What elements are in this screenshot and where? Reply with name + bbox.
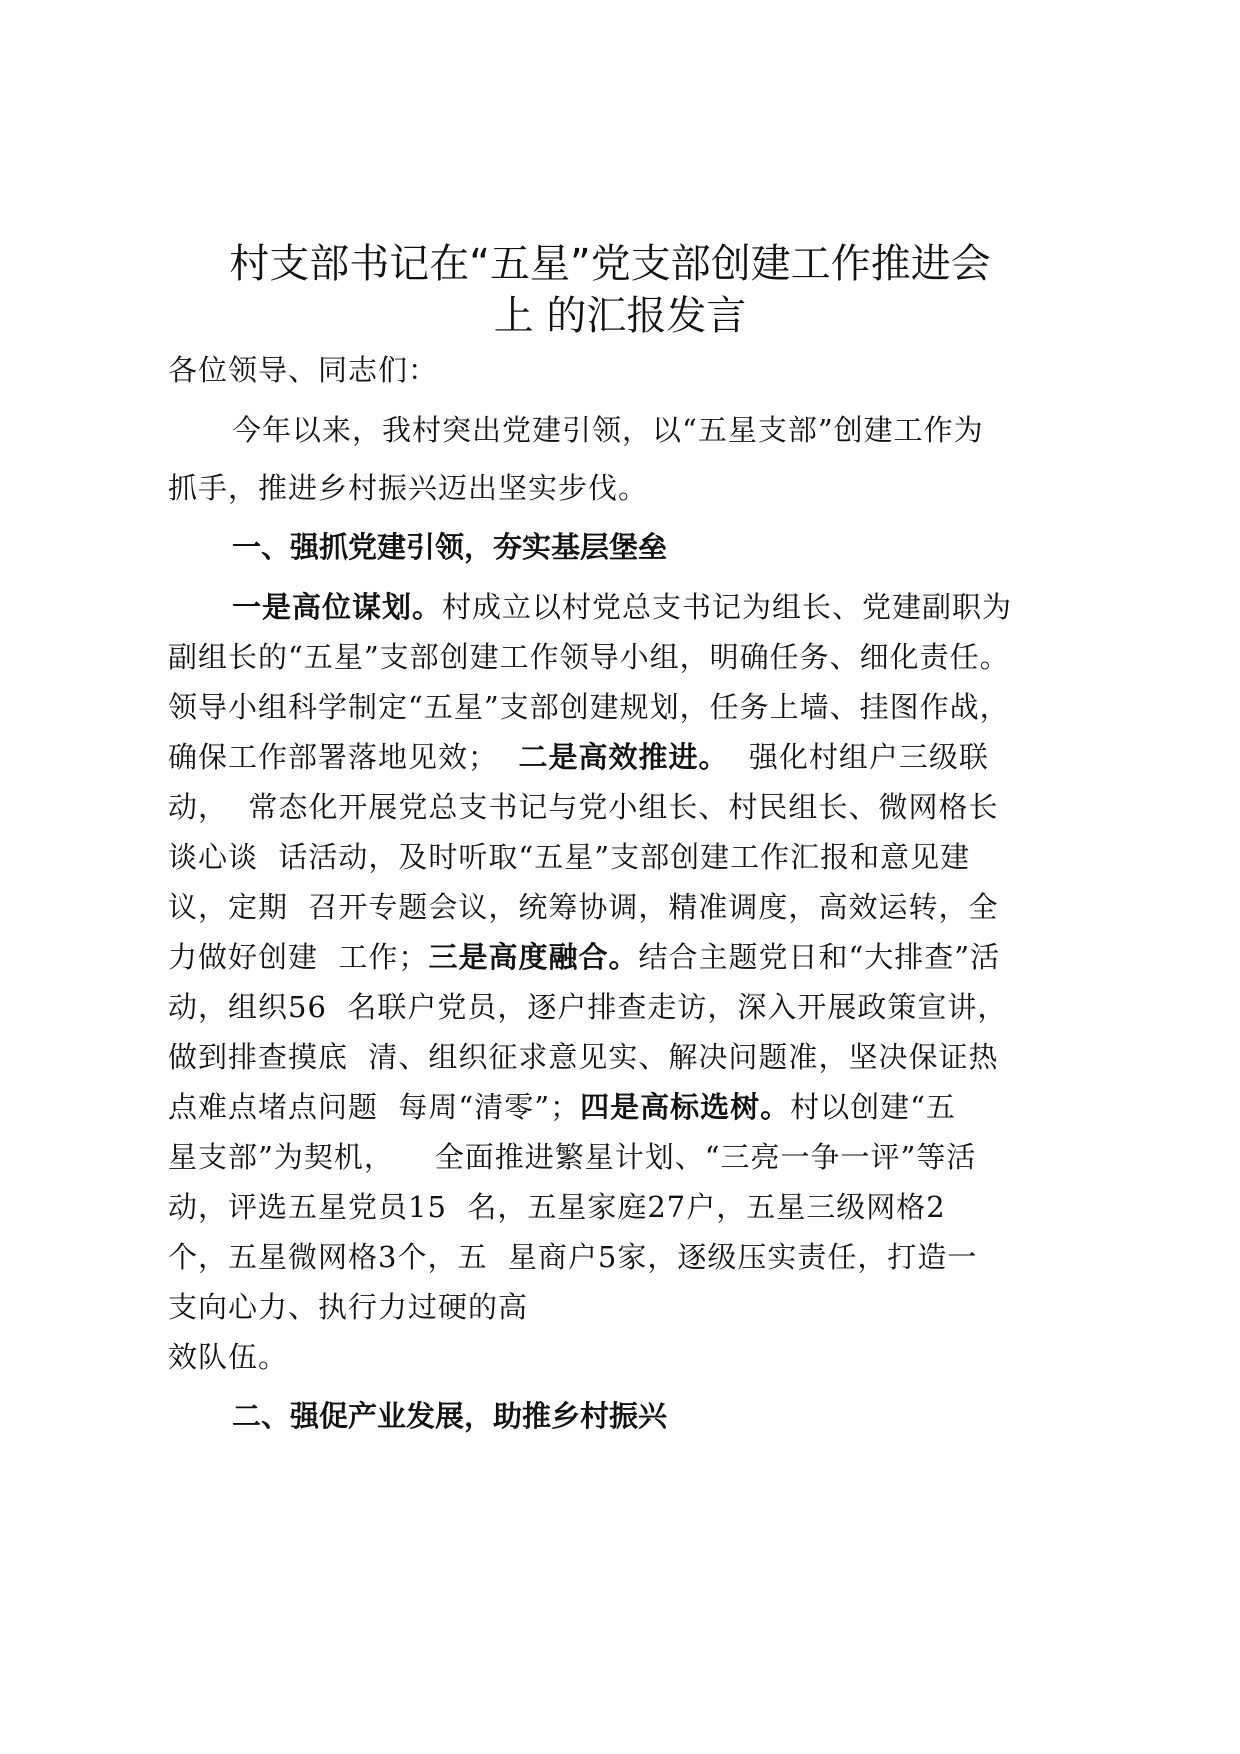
title-line-2: 上 的汇报发言 bbox=[493, 293, 747, 339]
paragraph-line: 动，评选五星党员15 名，五星家庭27户，五星三级网格2 bbox=[168, 1190, 946, 1224]
text-run: 点难点堵点问题 每周“清零”； bbox=[168, 1090, 581, 1124]
text-run: 力做好创建 工作； bbox=[168, 940, 429, 974]
intro-line-2: 抓手，推进乡村振兴迈出坚实步伐。 bbox=[168, 471, 649, 505]
text-run: 强化村组户三级联 bbox=[728, 740, 989, 774]
salutation: 各位领导、同志们： bbox=[168, 353, 439, 387]
lead-phrase: 三是高度融合。 bbox=[428, 940, 639, 974]
paragraph-line: 谈心谈 话活动，及时听取“五星”支部创建工作汇报和意见建 bbox=[168, 840, 971, 874]
paragraph-line bbox=[232, 587, 1012, 627]
text-run: 确保工作部署落地见效； bbox=[168, 740, 519, 774]
text-run: 村成立以村党总支书记为组长、党建副职为 bbox=[442, 590, 1013, 624]
lead-phrase: 四是高标选树。 bbox=[580, 1090, 791, 1124]
paragraph-line: 个，五星微网格3个，五 星商户5家，逐级压实责任，打造一 bbox=[168, 1240, 978, 1274]
lead-phrase: 一是高位谋划。 bbox=[232, 590, 443, 624]
paragraph-line: 星支部”为契机， 全面推进繁星计划、“三亮一争一评”等活 bbox=[168, 1140, 977, 1174]
paragraph-line: 做到排查摸底 清、组织征求意见实、解决问题准，坚决保证热 bbox=[168, 1040, 999, 1074]
paragraph-line: 议，定期 召开专题会议，统筹协调，精准调度，高效运转，全 bbox=[168, 890, 999, 924]
paragraph-line: 动，组织56 名联户党员，逐户排查走访，深入开展政策宣讲， bbox=[168, 990, 1008, 1024]
text-run: 结合主题党日和“大排查”活 bbox=[638, 940, 1001, 974]
section-1-heading: 一、强抓党建引领，夯实基层堡垒 bbox=[232, 530, 668, 564]
intro-line-1: 今年以来，我村突出党建引领，以“五星支部”创建工作为 bbox=[232, 413, 984, 447]
paragraph-line bbox=[168, 1087, 956, 1127]
text-run: 村以创建“五 bbox=[790, 1090, 956, 1124]
paragraph-line bbox=[168, 737, 989, 777]
paragraph-line: 动， 常态化开展党总支书记与党小组长、村民组长、微网格长 bbox=[168, 790, 999, 824]
paragraph-line bbox=[168, 937, 1000, 977]
title-line-1: 村支部书记在“五星”党支部创建工作推进会 bbox=[229, 241, 991, 287]
lead-phrase: 二是高效推进。 bbox=[518, 740, 729, 774]
paragraph-line: 领导小组科学制定“五星”支部创建规划，任务上墙、挂图作战， bbox=[168, 690, 1010, 724]
paragraph-line: 支向心力、执行力过硬的高 bbox=[168, 1290, 529, 1324]
paragraph-line: 效队伍。 bbox=[168, 1340, 289, 1374]
paragraph-line: 副组长的“五星”支部创建工作领导小组，明确任务、细化责任。 bbox=[168, 640, 1010, 674]
section-2-heading: 二、强促产业发展，助推乡村振兴 bbox=[232, 1399, 668, 1433]
